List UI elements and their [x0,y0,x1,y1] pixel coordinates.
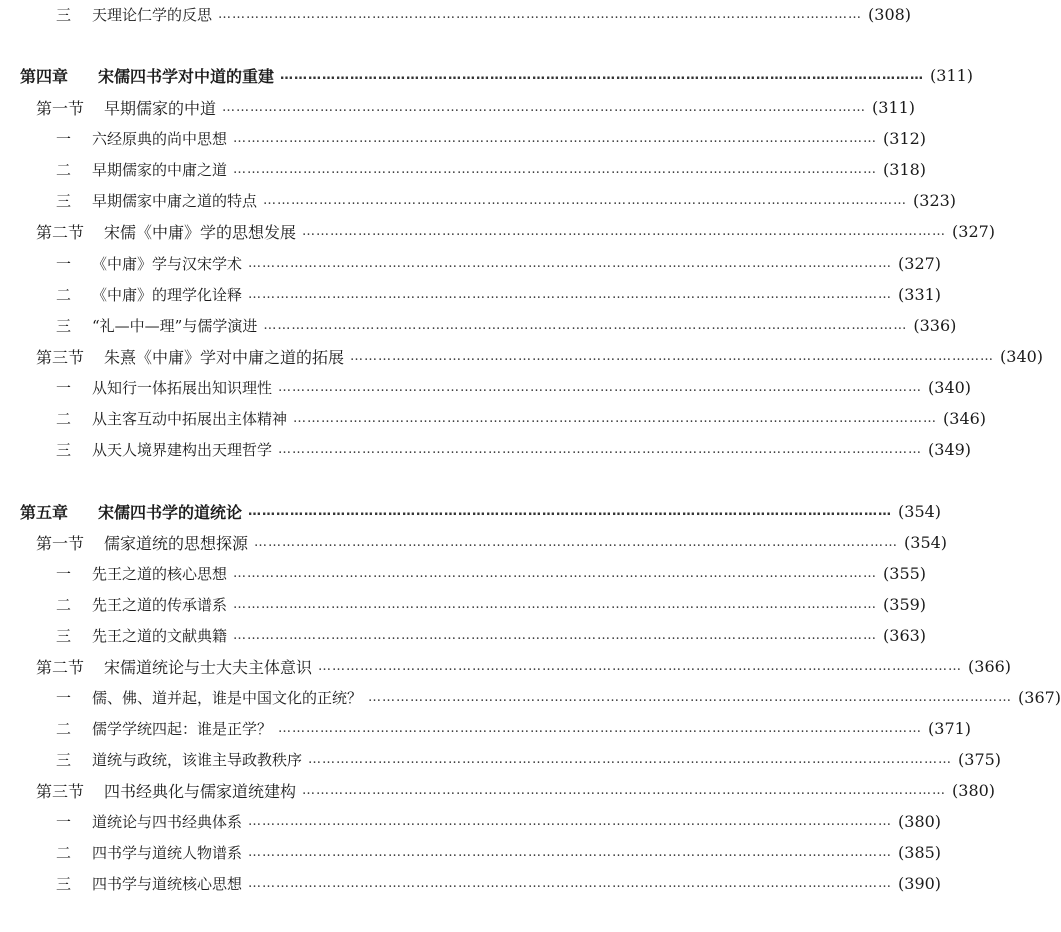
toc-item-row [0,187,957,213]
dot-leader: ………………………………………………………………………………………………………………………… [233,627,878,643]
dot-leader: ………………………………………………………………………………………………………………………… [263,317,908,333]
toc-entry-number: 二 [56,409,72,428]
toc-item-row [0,281,942,307]
toc-entry-title: 早期儒家的中道 [104,98,217,118]
toc-page-number: (363) [883,625,927,645]
toc-item-row [0,405,987,431]
toc-item-row [0,156,927,182]
toc-entry-number: 第三节 [36,347,85,367]
toc-entry-title: 天理论仁学的反思 [92,5,213,24]
toc-page-number: (327) [952,221,996,241]
toc-section-row [0,343,1044,369]
toc-entry-title: 从天人境界建构出天理哲学 [92,440,273,459]
toc-entry-number: 第二节 [36,657,85,677]
toc-entry-title: 宋儒四书学对中道的重建 [98,66,275,86]
toc-entry-number: 二 [56,719,72,738]
dot-leader: ………………………………………………………………………………………………………………………… [248,286,893,302]
toc-item-row [0,746,1002,772]
toc-item-row [0,125,927,151]
toc-entry-title: 道统论与四书经典体系 [92,812,243,831]
toc-page-number: (311) [930,65,974,85]
dot-leader: ………………………………………………………………………………………………………………………… [254,534,899,550]
toc-entry-title: 早期儒家的中庸之道 [92,160,228,179]
dot-leader: ………………………………………………………………………………………………………………………… [278,720,923,736]
dot-leader: ………………………………………………………………………………………………………………………… [233,161,878,177]
dot-leader: ………………………………………………………………………………………………………………………… [233,596,878,612]
toc-page-number: (354) [904,532,948,552]
toc-entry-title: 儒学学统四起：谁是正学？ [92,719,273,738]
dot-leader: ………………………………………………………………………………………………………………………… [293,410,938,426]
toc-entry-title: 朱熹《中庸》学对中庸之道的拓展 [104,347,345,367]
toc-entry-title: 宋儒《中庸》学的思想发展 [104,222,297,242]
toc-entry-title: 《中庸》的理学化诠释 [92,285,243,304]
toc-page-number: (390) [898,873,942,893]
dot-leader: ………………………………………………………………………………………………………………………… [302,782,947,798]
toc-entry-number: 二 [56,843,72,862]
toc-page-number: (354) [898,501,942,521]
toc-entry-title: 六经原典的尚中思想 [92,129,228,148]
toc-entry-title: 早期儒家中庸之道的特点 [92,191,258,210]
toc-entry-title: “礼—中—理”与儒学演进 [92,316,258,335]
toc-entry-number: 一 [56,378,72,397]
toc-entry-title: 儒家道统的思想探源 [104,533,249,553]
dot-leader: ………………………………………………………………………………………………………………………… [302,223,947,239]
dot-leader: ………………………………………………………………………………………………………………………… [350,348,995,364]
toc-entry-title: 宋儒道统论与士大夫主体意识 [104,657,313,677]
toc-page-number: (336) [913,315,957,335]
dot-leader: ………………………………………………………………………………………………………………………… [222,99,867,115]
dot-leader: ………………………………………………………………………………………………………………………… [368,689,1013,705]
toc-entry-title: 先王之道的传承谱系 [92,595,228,614]
toc-page-number: (380) [952,780,996,800]
toc-item-row [0,312,957,338]
toc-entry-title: 先王之道的核心思想 [92,564,228,583]
toc-item-row [0,436,972,462]
toc-page-number: (318) [883,159,927,179]
toc-chapter-row [0,62,974,88]
toc-entry-number: 一 [56,688,72,707]
toc-item-row [0,684,1061,710]
dot-leader: ………………………………………………………………………………………………………………………… [248,875,893,891]
toc-item-row [0,1,912,27]
toc-entry-title: 从知行一体拓展出知识理性 [92,378,273,397]
toc-entry-number: 第三节 [36,781,85,801]
toc-item-row [0,808,942,834]
toc-item-row [0,715,972,741]
toc-page-number: (349) [928,439,972,459]
toc-entry-number: 第四章 [20,66,69,86]
toc-entry-title: 四书学与道统人物谱系 [92,843,243,862]
toc-item-row [0,591,927,617]
toc-page-number: (340) [928,377,972,397]
toc-item-row [0,870,942,896]
toc-item-row [0,374,972,400]
toc-entry-title: 儒、佛、道并起，谁是中国文化的正统？ [92,688,363,707]
toc-entry-title: 从主客互动中拓展出主体精神 [92,409,288,428]
toc-entry-number: 第五章 [20,502,69,522]
toc-item-row [0,560,927,586]
toc-entry-number: 二 [56,595,72,614]
dot-leader: ………………………………………………………………………………………………………………………… [263,192,908,208]
toc-item-row [0,622,927,648]
toc-page-number: (385) [898,842,942,862]
toc-page-number: (323) [913,190,957,210]
toc-entry-title: 道统与政统，该谁主导政教秩序 [92,750,303,769]
dot-leader: ………………………………………………………………………………………………………………………… [318,658,963,674]
dot-leader: ………………………………………………………………………………………………………………………… [248,255,893,271]
toc-section-row [0,529,948,555]
toc-entry-number: 三 [56,440,72,459]
toc-section-row [0,777,996,803]
dot-leader: ………………………………………………………………………………………………………………………… [248,503,893,519]
toc-entry-number: 一 [56,129,72,148]
toc-entry-number: 一 [56,564,72,583]
toc-entry-number: 第二节 [36,222,85,242]
toc-page-number: (380) [898,811,942,831]
toc-page-number: (359) [883,594,927,614]
toc-item-row [0,250,942,276]
dot-leader: ………………………………………………………………………………………………………………………… [278,441,923,457]
toc-entry-number: 三 [56,316,72,335]
toc-entry-title: 四书学与道统核心思想 [92,874,243,893]
toc-page-number: (366) [968,656,1012,676]
toc-page-number: (340) [1000,346,1044,366]
dot-leader: ………………………………………………………………………………………………………………………… [233,130,878,146]
toc-page-number: (308) [868,4,912,24]
toc-entry-title: 宋儒四书学的道统论 [98,502,243,522]
toc-page-number: (375) [958,749,1002,769]
dot-leader: ………………………………………………………………………………………………………………………… [280,67,925,83]
toc-entry-number: 二 [56,160,72,179]
toc-page-number: (367) [1018,687,1061,707]
toc-entry-number: 三 [56,191,72,210]
dot-leader: ………………………………………………………………………………………………………………………… [248,813,893,829]
toc-entry-title: 《中庸》学与汉宋学术 [92,254,243,273]
toc-section-row [0,94,916,120]
dot-leader: ………………………………………………………………………………………………………………………… [308,751,953,767]
toc-entry-number: 三 [56,5,72,24]
toc-page-number: (311) [872,97,916,117]
toc-entry-number: 三 [56,626,72,645]
toc-section-row [0,653,1012,679]
toc-entry-number: 二 [56,285,72,304]
toc-chapter-row [0,498,942,524]
dot-leader: ………………………………………………………………………………………………………………………… [278,379,923,395]
toc-page-number: (327) [898,253,942,273]
toc-entry-number: 一 [56,254,72,273]
toc-entry-number: 三 [56,874,72,893]
dot-leader: ………………………………………………………………………………………………………………………… [233,565,878,581]
toc-entry-number: 一 [56,812,72,831]
toc-entry-title: 四书经典化与儒家道统建构 [104,781,297,801]
toc-entry-title: 先王之道的文献典籍 [92,626,228,645]
toc-page-number: (355) [883,563,927,583]
dot-leader: ………………………………………………………………………………………………………………………… [248,844,893,860]
dot-leader: ………………………………………………………………………………………………………………………… [218,6,863,22]
toc-page-number: (346) [943,408,987,428]
toc-page-number: (312) [883,128,927,148]
toc-page-number: (371) [928,718,972,738]
toc-entry-number: 三 [56,750,72,769]
toc-page-number: (331) [898,284,942,304]
toc-entry-number: 第一节 [36,98,85,118]
toc-entry-number: 第一节 [36,533,85,553]
toc-section-row [0,218,996,244]
toc-item-row [0,839,942,865]
